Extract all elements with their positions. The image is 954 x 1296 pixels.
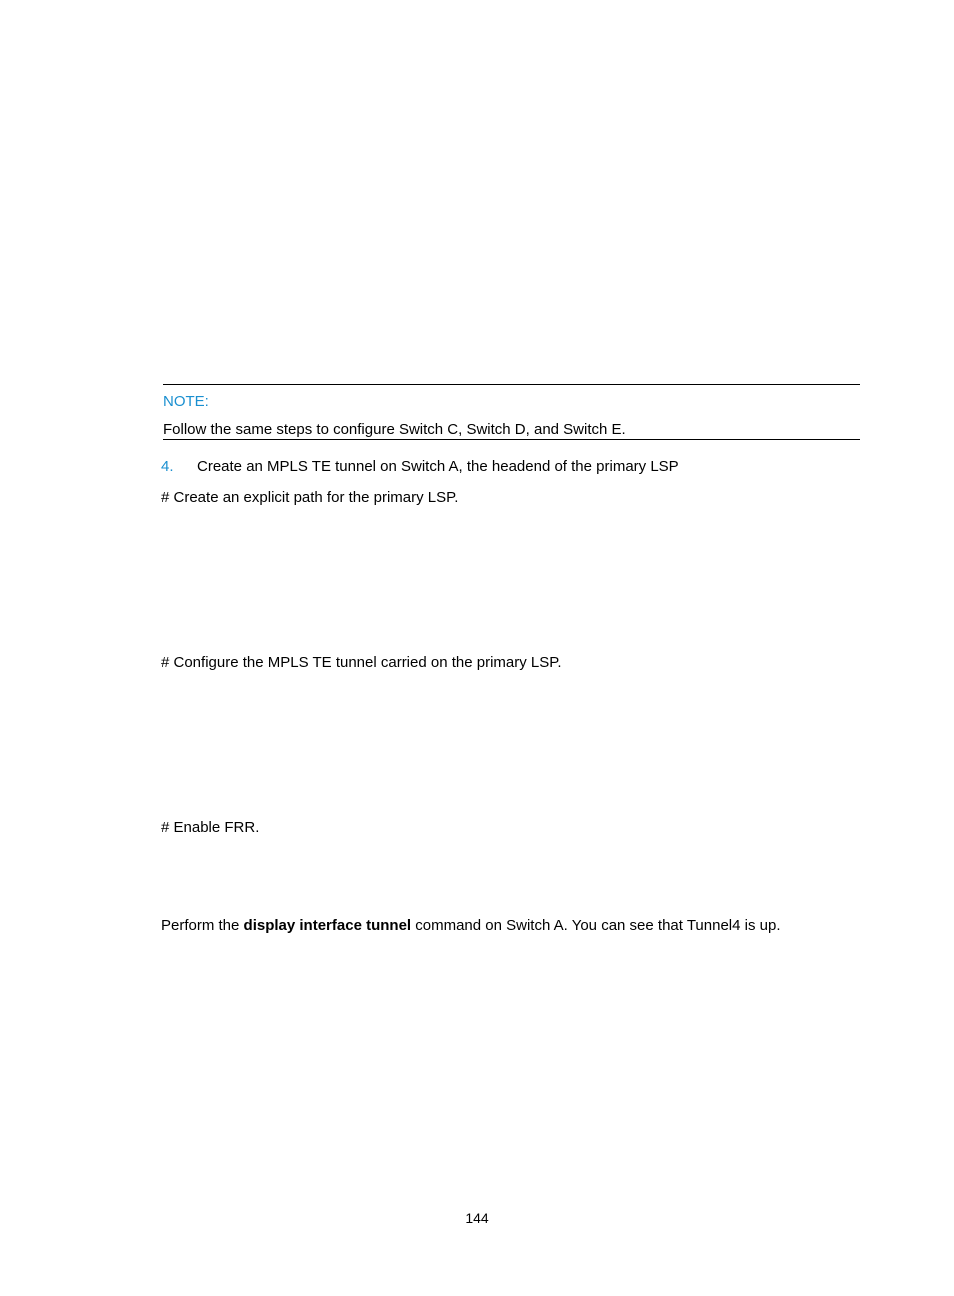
note-text: Follow the same steps to configure Switch C, Switch D, and Switch E.	[163, 421, 626, 438]
paragraph-enable-frr: # Enable FRR.	[161, 819, 260, 836]
perform-suffix: command on Switch A. You can see that Tunnel4 is up.	[411, 917, 781, 934]
step-number: 4.	[161, 458, 174, 475]
paragraph-perform-command	[161, 917, 780, 935]
note-label: NOTE:	[163, 393, 209, 410]
perform-prefix: Perform the	[161, 917, 244, 934]
step-text: Create an MPLS TE tunnel on Switch A, the headend of the primary LSP	[197, 458, 679, 475]
page-number: 144	[465, 1210, 489, 1226]
note-box	[163, 384, 860, 440]
paragraph-configure-tunnel: # Configure the MPLS TE tunnel carried on the primary LSP.	[161, 654, 562, 671]
paragraph-explicit-path: # Create an explicit path for the primary LSP.	[161, 489, 459, 506]
command-name: display interface tunnel	[243, 917, 412, 934]
step-4	[161, 458, 679, 476]
